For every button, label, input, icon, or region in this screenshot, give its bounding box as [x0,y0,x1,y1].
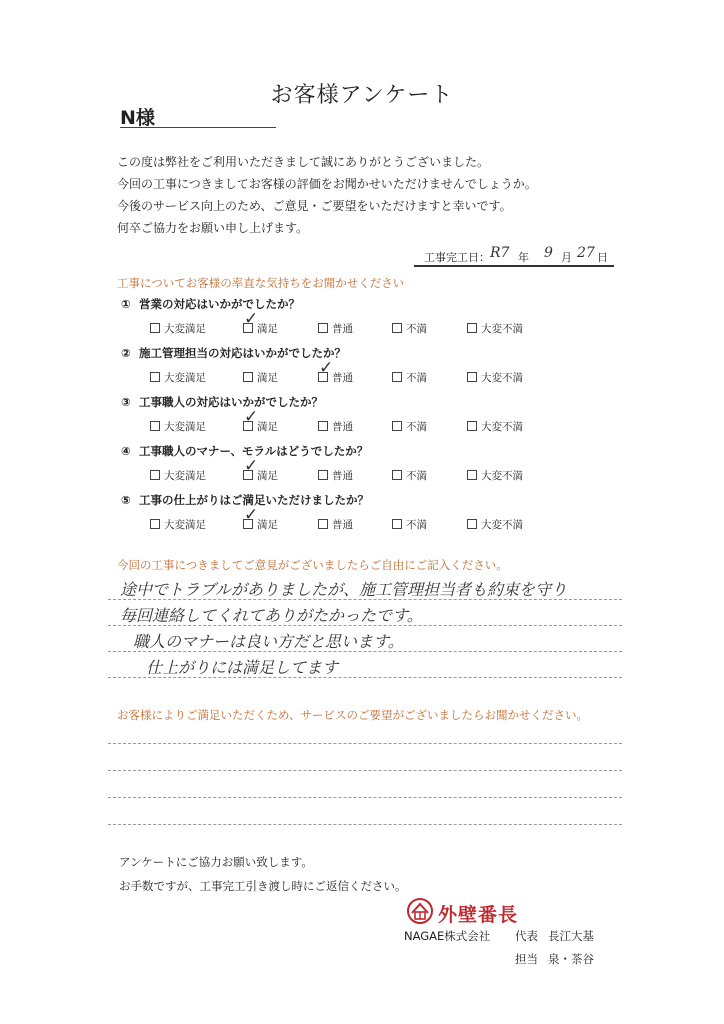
rating-option-label: 大変満足 [164,372,206,384]
checkbox-icon[interactable] [150,519,160,529]
checkbox-icon[interactable] [150,323,160,333]
rating-option[interactable] [150,517,206,532]
request-heading: お客様によりご満足いただくため、サービスのご要望がございましたらお聞かせください。 [117,708,589,722]
rating-option[interactable] [392,517,427,532]
intro-line: 今回の工事につきましてお客様の評価をお聞かせいただけませんでしょうか。 [117,177,537,191]
rating-option[interactable] [150,468,206,483]
opinion-heading: 今回の工事につきましてご意見がございましたらご自由にご記入ください。 [117,558,508,572]
completion-label: 工事完工日： [424,251,490,264]
checkbox-icon[interactable] [467,421,477,431]
rating-option-label: 大変満足 [164,470,206,482]
rating-option-label: 大変不満 [481,372,523,384]
completion-day-unit: 日 [597,251,608,264]
checkbox-icon[interactable] [467,470,477,480]
writing-line [108,743,622,744]
company-name: NAGAE株式会社 [404,929,491,943]
question-number: ② [121,346,131,360]
survey-question [121,345,346,361]
checkbox-icon[interactable] [392,323,402,333]
page-title: お客様アンケート [270,83,454,108]
completion-year: R7 [490,245,510,261]
rating-option-label: 満足 [257,323,278,335]
checkbox-icon[interactable] [392,372,402,382]
rating-option[interactable] [150,370,206,385]
intro-line: 何卒ご協力をお願い申し上げます。 [117,221,309,235]
rating-option[interactable] [467,370,523,385]
rating-option[interactable] [467,517,523,532]
representative-name: 長江大基 [548,929,594,943]
checkbox-icon[interactable] [392,421,402,431]
rating-option-label: 不満 [406,519,427,531]
rating-option-label: 不満 [406,470,427,482]
rating-option[interactable] [318,321,353,336]
company-logo-icon [407,898,433,924]
checkbox-icon[interactable] [392,470,402,480]
rating-option-label: 大変不満 [481,421,523,433]
completion-month: 9 [544,245,553,261]
rating-option[interactable] [318,468,353,483]
rating-option[interactable] [467,419,523,434]
rating-option[interactable] [467,468,523,483]
checkbox-icon[interactable] [467,519,477,529]
opinion-line: 仕上がりには満足してます [146,658,339,677]
customer-name: N様 [120,107,155,129]
opinion-line: 途中でトラブルがありましたが、施工管理担当者も約束を守り [120,580,568,599]
rating-option-label: 不満 [406,372,427,384]
question-number: ① [121,297,131,311]
rating-option[interactable] [392,370,427,385]
rating-option-label: 普通 [332,519,353,531]
question-text: 工事の仕上がりはご満足いただけましたか？ [139,493,369,507]
rating-option-label: 満足 [257,470,278,482]
writing-line [108,824,622,825]
rating-option-label: 普通 [332,323,353,335]
question-number: ③ [121,395,131,409]
rating-option-label: 満足 [257,519,278,531]
rating-option[interactable] [318,517,353,532]
check-mark-icon: ✓ [244,407,259,427]
writing-line [108,677,622,678]
opinion-line: 毎回連絡してくれてありがたかったです。 [120,606,423,625]
rating-option[interactable] [150,321,206,336]
completion-date [414,245,614,267]
rating-option[interactable] [392,419,427,434]
check-mark-icon: ✓ [244,309,259,329]
writing-line [108,625,622,626]
question-text: 営業の対応はいかがでしたか？ [139,297,300,311]
rating-option[interactable] [392,468,427,483]
representative-label: 代表 [515,929,538,943]
rating-option[interactable] [243,370,278,385]
checkbox-icon[interactable] [318,519,328,529]
question-number: ④ [121,444,131,458]
checkbox-icon[interactable] [467,372,477,382]
customer-underline [120,127,276,128]
rating-option[interactable] [150,419,206,434]
rating-option-label: 大変不満 [481,519,523,531]
writing-line [108,599,622,600]
rating-option-label: 大変満足 [164,323,206,335]
rating-option-label: 大変不満 [481,323,523,335]
check-mark-icon: ✓ [319,358,334,378]
staff-name: 泉・茶谷 [548,952,594,966]
footer-thanks: アンケートにご協力お願い致します。 [119,855,313,869]
rating-option-label: 普通 [332,421,353,433]
writing-line [108,770,622,771]
survey-heading: 工事についてお客様の率直な気持ちをお聞かせください [117,276,405,290]
intro-line: この度は弊社をご利用いただきまして誠にありがとうございました。 [117,155,490,169]
rating-option-label: 普通 [332,372,353,384]
rating-option[interactable] [392,321,427,336]
rating-option-label: 満足 [257,421,278,433]
checkbox-icon[interactable] [392,519,402,529]
survey-question [121,296,300,312]
footer-return-note: お手数ですが、工事完工引き渡し時にご返信ください。 [119,879,407,893]
checkbox-icon[interactable] [318,470,328,480]
rating-option-label: 大変満足 [164,421,206,433]
check-mark-icon: ✓ [244,456,259,476]
question-text: 工事職人の対応はいかがでしたか？ [139,395,323,409]
rating-option-label: 普通 [332,470,353,482]
checkbox-icon[interactable] [318,323,328,333]
checkbox-icon[interactable] [243,372,253,382]
opinion-line: 職人のマナーは良い方だと思います。 [133,632,404,651]
checkbox-icon[interactable] [318,421,328,431]
check-mark-icon: ✓ [244,505,259,525]
rating-option-label: 不満 [406,323,427,335]
staff-label: 担当 [515,952,538,966]
rating-option-label: 大変満足 [164,519,206,531]
completion-day: 27 [577,245,595,261]
checkbox-icon[interactable] [150,470,160,480]
writing-line [108,797,622,798]
writing-line [108,651,622,652]
rating-option-label: 満足 [257,372,278,384]
checkbox-icon[interactable] [150,372,160,382]
completion-month-unit: 月 [561,251,572,264]
rating-option-label: 大変不満 [481,470,523,482]
rating-option-label: 不満 [406,421,427,433]
rating-option[interactable] [318,419,353,434]
completion-year-unit: 年 [518,251,529,264]
company-logo-text: 外壁番長 [438,904,519,926]
checkbox-icon[interactable] [150,421,160,431]
question-number: ⑤ [121,493,131,507]
rating-option[interactable] [467,321,523,336]
question-text: 施工管理担当の対応はいかがでしたか？ [139,346,346,360]
survey-question [121,394,323,410]
question-text: 工事職人のマナー、モラルはどうでしたか？ [139,444,369,458]
intro-line: 今後のサービス向上のため、ご意見・ご要望をいただけますと幸いです。 [117,199,512,213]
checkbox-icon[interactable] [467,323,477,333]
